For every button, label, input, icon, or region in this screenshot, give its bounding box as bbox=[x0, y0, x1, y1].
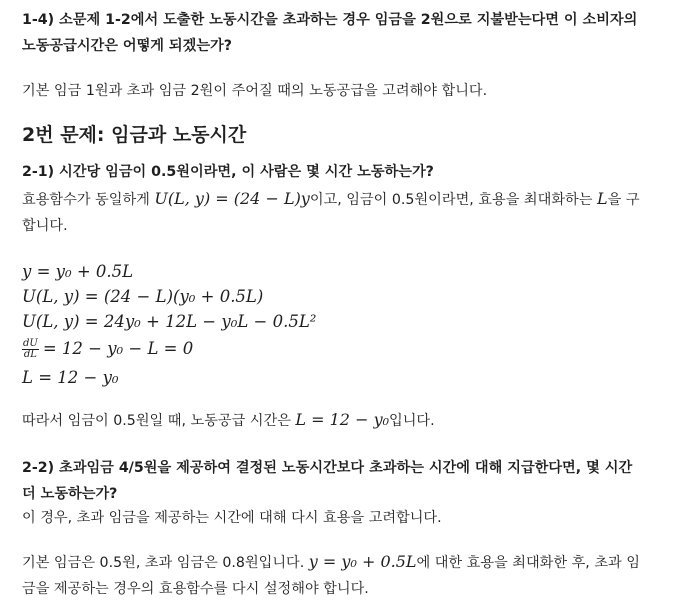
question-2-2-line1: 2-2) 초과임금 4/5원을 제공하여 결정된 노동시간보다 초과하는 시간에 대해 지급한다면, 몇 시간 bbox=[22, 460, 633, 476]
utility-formula: U(L, y) = (24 − L)y bbox=[154, 189, 310, 208]
equation-4-rest: = 12 − y₀ − L = 0 bbox=[42, 339, 194, 358]
equation-5: L = 12 − y₀ bbox=[22, 368, 119, 387]
paragraph-2-1-text-a: 효용함수가 동일하게 bbox=[22, 192, 150, 208]
derivative-fraction bbox=[22, 339, 39, 360]
derivative-numerator: dU bbox=[23, 338, 38, 349]
question-1-4-line1: 1-4) 소문제 1-2에서 도출한 노동시간을 초과하는 경우 임금을 2원으로 지불받는다면 이 소비자의 bbox=[22, 12, 638, 28]
question-2-2-line2: 더 노동하는가? bbox=[22, 486, 118, 502]
income-formula: y = y₀ + 0.5L bbox=[308, 552, 417, 571]
derivative-denominator: dL bbox=[23, 349, 37, 360]
paragraph-2-2-text-a: 기본 임금은 0.5원, 초과 임금은 0.8원입니다. bbox=[22, 555, 305, 571]
question-1-4-line2: 노동공급시간은 어떻게 되겠는가? bbox=[22, 38, 232, 54]
equation-1: y = y₀ + 0.5L bbox=[22, 262, 134, 281]
paragraph-2-1 bbox=[22, 186, 681, 239]
question-1-4 bbox=[22, 7, 681, 59]
paragraph-2-1-text-b: 이고, 임금이 0.5원이라면, 효용을 최대화하는 bbox=[309, 192, 593, 208]
conclusion-text-a: 따라서 임금이 0.5원일 때, 노동공급 시간은 bbox=[22, 413, 291, 429]
paragraph-2-2-a: 이 경우, 초과 임금을 제공하는 시간에 대해 다시 효용을 고려합니다. bbox=[22, 510, 442, 526]
equation-3: U(L, y) = 24y₀ + 12L − y₀L − 0.5L² bbox=[22, 312, 317, 331]
conclusion-formula: L = 12 − y₀ bbox=[295, 410, 390, 429]
equation-2: U(L, y) = (24 − L)(y₀ + 0.5L) bbox=[22, 287, 264, 306]
section-2-heading: 2번 문제: 임금과 노동시간 bbox=[22, 124, 247, 146]
conclusion-text-b: 입니다. bbox=[389, 413, 435, 429]
equation-4 bbox=[22, 336, 193, 362]
question-2-1: 2-1) 시간당 임금이 0.5원이라면, 이 사람은 몇 시간 노동하는가? bbox=[22, 164, 434, 180]
paragraph-2-1-line2: 합니다. bbox=[22, 218, 68, 234]
variable-L: L bbox=[596, 189, 608, 208]
question-2-2 bbox=[22, 455, 681, 507]
paragraph-2-1-line1 bbox=[22, 186, 681, 213]
answer-1-4: 기본 임금 1원과 초과 임금 2원이 주어질 때의 노동공급을 고려해야 합니다. bbox=[22, 83, 488, 99]
conclusion-2-1 bbox=[22, 407, 681, 434]
paragraph-2-2-b-line2: 금을 제공하는 경우의 효용함수를 다시 설정해야 합니다. bbox=[22, 581, 369, 597]
paragraph-2-2-text-b: 에 대한 효용을 최대화한 후, 초과 임 bbox=[416, 555, 640, 571]
paragraph-2-2-b-line1 bbox=[22, 549, 681, 576]
paragraph-2-1-text-c: 을 구 bbox=[607, 192, 640, 208]
paragraph-2-2-b bbox=[22, 549, 681, 602]
